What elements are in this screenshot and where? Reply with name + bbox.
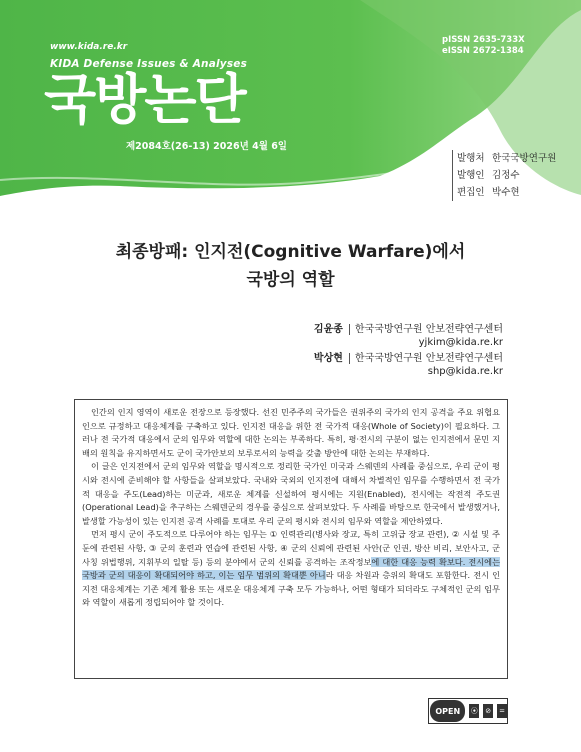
divider [349, 324, 350, 335]
eissn: eISSN 2672-1384 [442, 46, 524, 56]
open-license-badge [428, 698, 508, 724]
author-name: 박상현 [313, 353, 343, 364]
publisher-info [452, 150, 556, 201]
divider [349, 353, 350, 364]
masthead-title: 국방논단 [44, 68, 245, 131]
site-url: www.kida.re.kr [50, 42, 128, 52]
abstract-box [74, 399, 508, 679]
pissn: pISSN 2635-733X [442, 35, 525, 45]
publisher-row: 편집인 박수현 [457, 187, 520, 198]
author-name: 김윤종 [313, 324, 343, 335]
author-email[interactable]: yjkim@kida.re.kr [418, 337, 503, 348]
series-title: KIDA Defense Issues & Analyses [50, 58, 248, 70]
abstract-paragraph-2: 이 글은 인지전에서 군의 임무와 역할을 명시적으로 정리한 국가인 미국과 스웨덴의 사례를 중심으로, 우리 군이 평시와 전시에 준비해야 할 사항들을 살펴보았다. 국내와 국외의 인지전에 대해서 차별적인 임무를 수행하면서 전 국가적 대응을 주도(Lead)하는 미군과, 새로운 체계를 신설하여 평시에는 지원(Enabled), 전시에는 작전적 주도권(Operational Lead)을 추구하는 스웨덴군의 경우를 중심으로 살펴보았다. 두 사례를 바탕으로 한국에서 발생했거나, 발생할 가능성이 있는 인지전 공격 사례를 토대로 우리 군의 평시와 전시의 임무와 역할을 제안하였다. [82, 461, 500, 526]
author-row [314, 352, 503, 365]
abstract-text: 라 대응 차원과 층위의 확대도 포함한다. 전시 인지전 대응체계는 기존 체계 활용 또는 새로운 대응체계 구축 모두 가능하나, 어떤 형태가 되더라도 구체적인 군의 임무와 역할이 새롭게 정립되어야 할 것이다. [82, 570, 500, 608]
open-logo: OPEN [430, 700, 465, 722]
author-affiliation: 한국국방연구원 안보전략연구센터 [354, 353, 503, 364]
author-email[interactable]: shp@kida.re.kr [427, 366, 503, 377]
author-block [314, 323, 503, 381]
abstract-paragraph-1: 인간의 인지 영역이 새로운 전장으로 등장했다. 선진 민주주의 국가들은 권위주의 국가의 인지 공격을 주요 위협요인으로 규정하고 대응체계를 구축하고 있다. 인지전 대응을 위한 전 국가적 대응(Whole of Society)이 필요하다. 그러나 전 국가적 대응에서 군의 임무와 역할에 대한 논의는 부족하다. 특히, 평·전시의 구분이 없는 인지전에서 문민 지배의 원칙을 유지하면서도 군이 국가안보의 보루로서의 능력을 갖출 방안에 대한 논의는 부재하다. [82, 407, 500, 458]
title-line-2: 국방의 역할 [246, 270, 335, 290]
title-line-1: 최종방패: 인지전(Cognitive Warfare)에서 [115, 242, 466, 262]
abstract-text: 먼저 평시 군이 주도적으로 다루어야 하는 임무는 ① 인력관리(병사와 장교, 특히 고위급 장교 관련), ② 시설 및 주둔에 관련된 사항, ③ 군의 훈련과 연습에 관련된 사항, ④ 군의 신뢰에 관련된 사안(군 인권, 방산 비리, 보안사고, 군 사칭 위법행위, 지휘부의 일탈 등) 등의 분야에서 군의 신뢰를 공격하는 조작정보 [82, 529, 500, 567]
license-nochange-icon: = [497, 704, 507, 718]
issn-block [442, 35, 525, 57]
publisher-row: 발행인 김정수 [457, 170, 520, 181]
article-title [0, 238, 581, 294]
author-row [314, 323, 503, 336]
license-noncommercial-icon: ⊘ [483, 704, 493, 718]
issue-number-date: 제2084호(26-13) 2026년 4월 6일 [126, 141, 287, 152]
author-affiliation: 한국국방연구원 안보전략연구센터 [354, 324, 503, 335]
abstract-paragraph-3 [82, 528, 500, 610]
selected-text-highlight[interactable]: 에 대한 대응 능력 확보다. 전시에는 국방과 군의 대응이 확대되어야 하고, 이는 임무 범위의 확대뿐 아니 [82, 556, 500, 581]
publisher-row: 발행처 한국국방연구원 [457, 153, 557, 164]
license-attribution-icon: ⦿ [469, 704, 479, 718]
